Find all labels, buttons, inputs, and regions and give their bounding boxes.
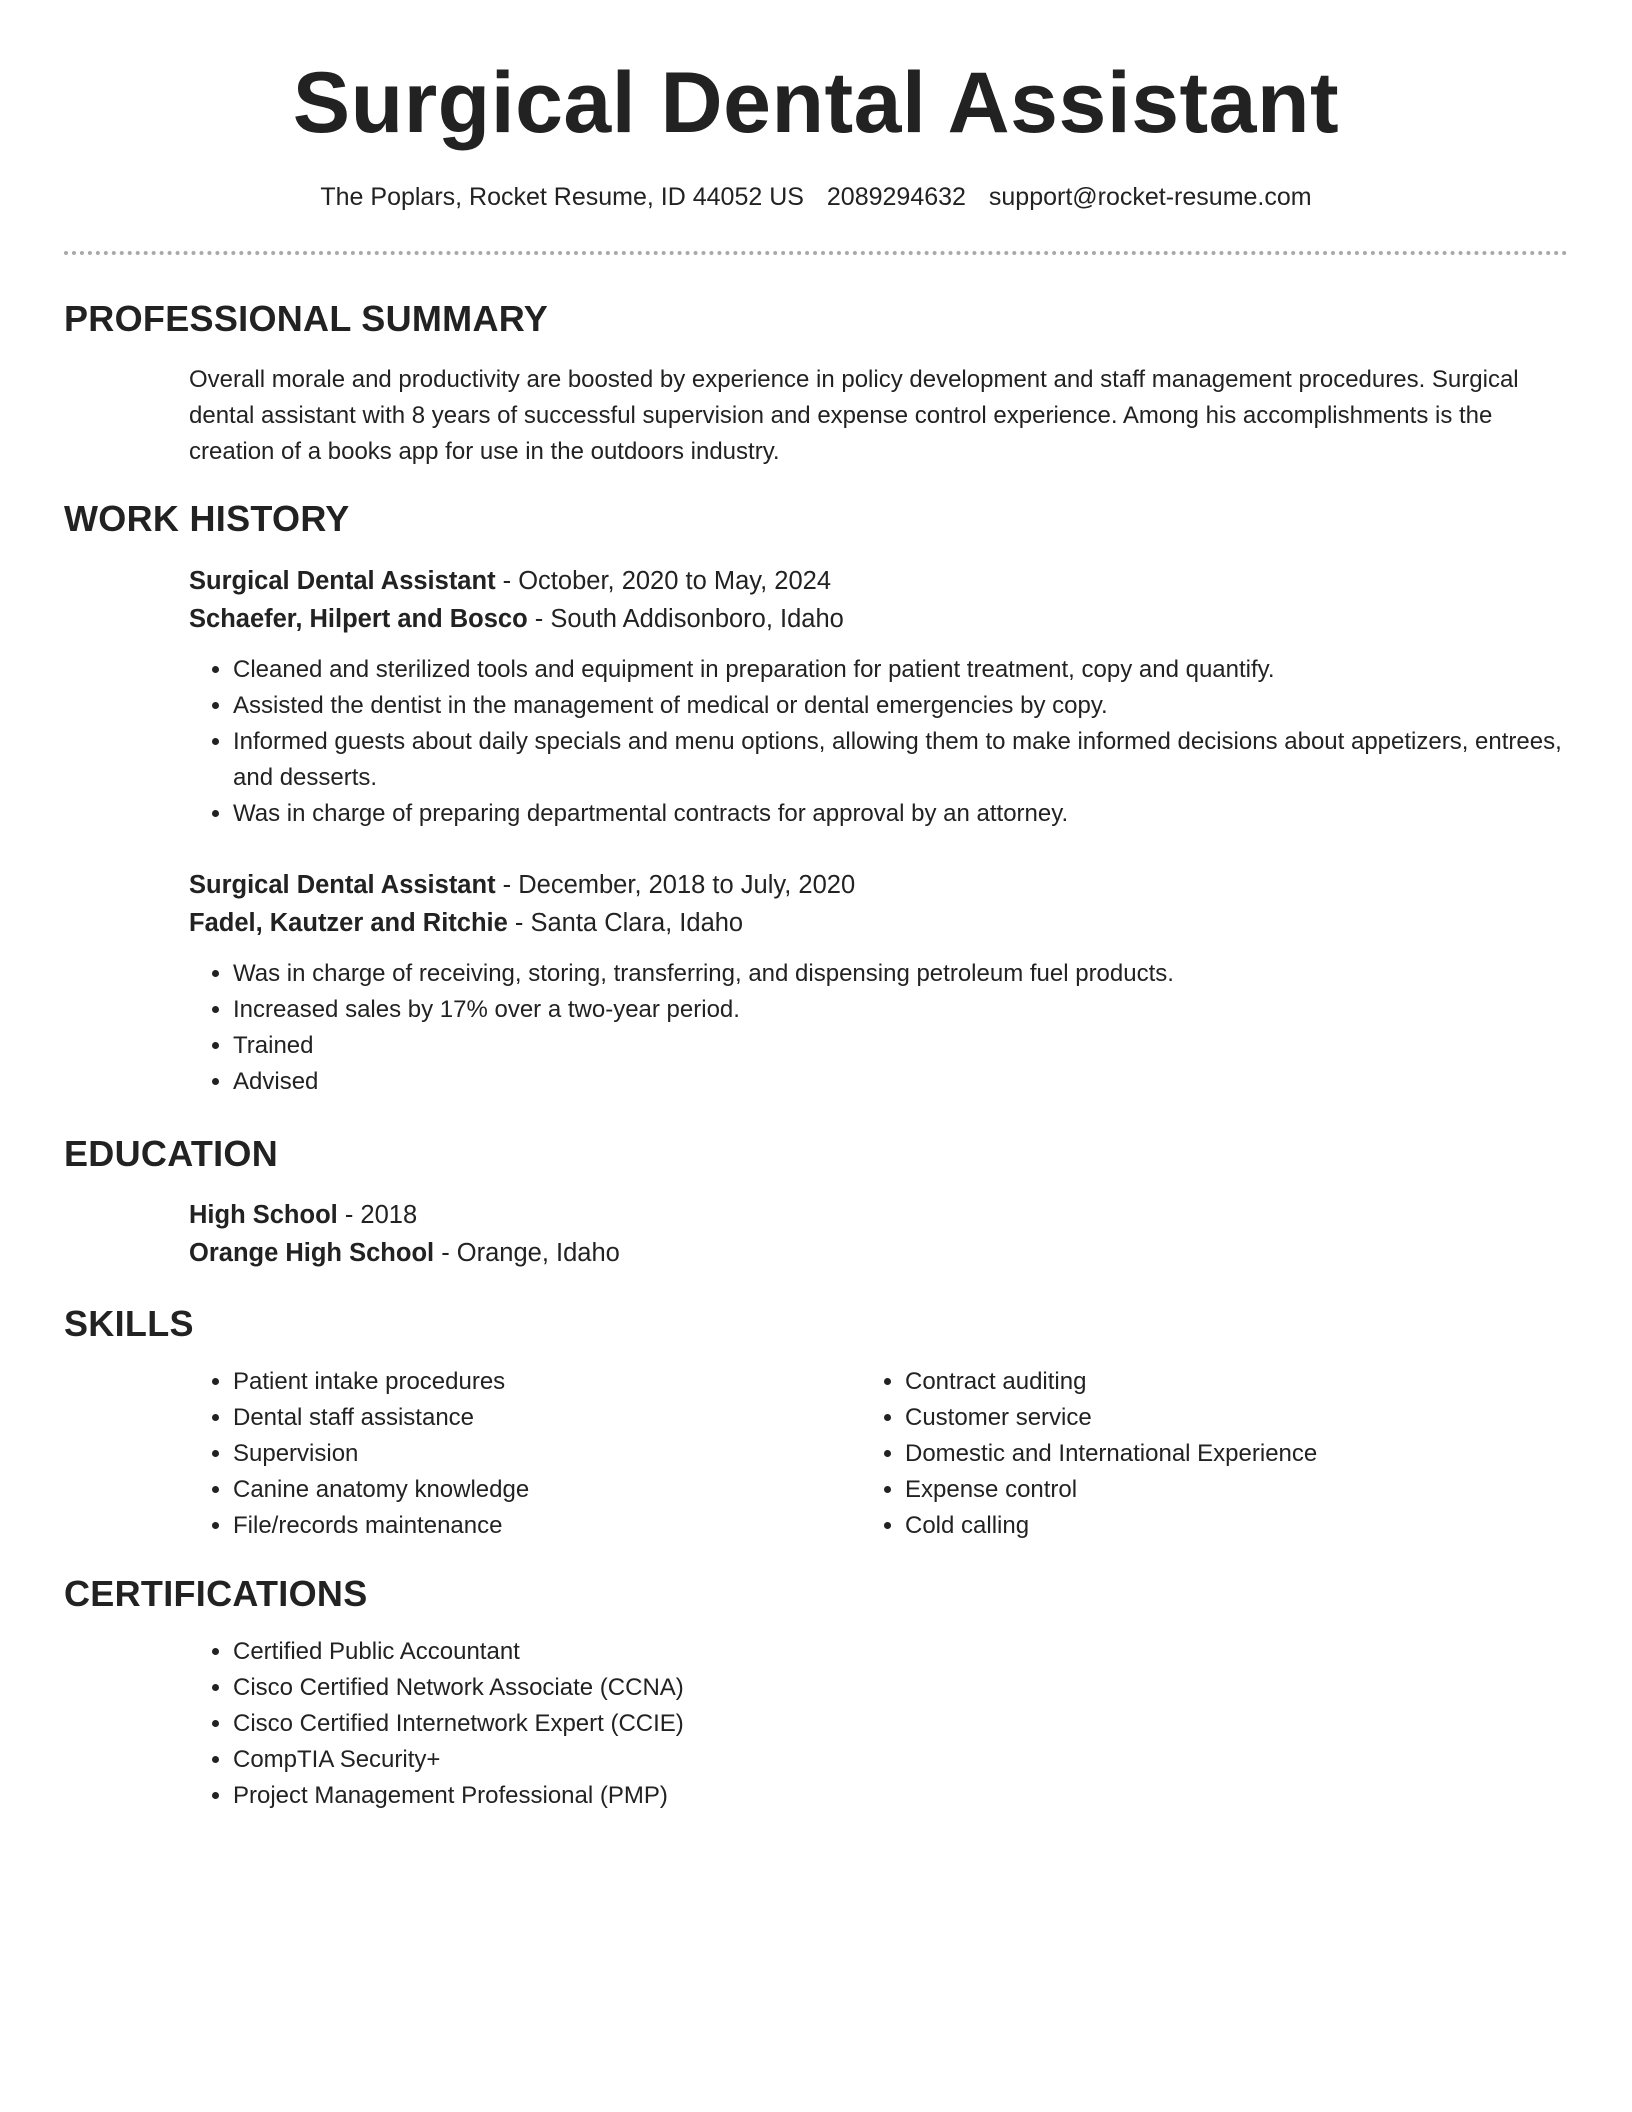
page-title: Surgical Dental Assistant	[292, 55, 1340, 151]
job-entry	[189, 562, 1569, 832]
section-heading-work: WORK HISTORY	[64, 498, 350, 539]
job-bullet: • Was in charge of preparing departmental contracts for approval by an attorney.	[233, 796, 1569, 832]
section-heading-certifications: CERTIFICATIONS	[64, 1573, 368, 1614]
job-bullets	[189, 956, 1569, 1100]
certification-item: • Certified Public Accountant	[233, 1634, 1569, 1670]
skill-item: • Cold calling	[905, 1508, 1317, 1544]
education-school-line	[189, 1234, 1569, 1272]
job-company: Schaefer, Hilpert and Bosco	[189, 605, 528, 633]
job-company-line	[189, 600, 1569, 638]
certifications-list	[189, 1634, 1569, 1814]
section-heading-skills: SKILLS	[64, 1303, 194, 1344]
skills-column-right	[861, 1364, 1317, 1544]
certification-item: • CompTIA Security+	[233, 1742, 1569, 1778]
job-bullet: • Cleaned and sterilized tools and equipment in preparation for patient treatment, copy and quantify.	[233, 652, 1569, 688]
section-heading-summary: PROFESSIONAL SUMMARY	[64, 298, 549, 339]
certification-item: • Project Management Professional (PMP)	[233, 1778, 1569, 1814]
education-school: Orange High School	[189, 1239, 435, 1267]
job-dates: - December, 2018 to July, 2020	[495, 871, 856, 899]
job-bullet: • Trained	[233, 1028, 1569, 1064]
section-heading-education: EDUCATION	[64, 1133, 279, 1174]
skill-item: • Supervision	[233, 1436, 529, 1472]
certification-item: • Cisco Certified Internetwork Expert (CCIE)	[233, 1706, 1569, 1742]
contact-info	[0, 183, 1632, 212]
job-bullet: • Informed guests about daily specials and menu options, allowing them to make informed decisions about appetizers, entrees, and desserts.	[233, 724, 1569, 796]
contact-email: support@rocket-resume.com	[988, 183, 1312, 211]
education-location: - Orange, Idaho	[434, 1239, 620, 1267]
job-title: Surgical Dental Assistant	[189, 567, 496, 595]
certifications-section	[189, 1634, 1569, 1814]
skill-item: • Contract auditing	[905, 1364, 1317, 1400]
skill-item: • File/records maintenance	[233, 1508, 529, 1544]
skill-item: • Canine anatomy knowledge	[233, 1472, 529, 1508]
skill-item: • Dental staff assistance	[233, 1400, 529, 1436]
job-bullet: • Assisted the dentist in the management of medical or dental emergencies by copy.	[233, 688, 1569, 724]
job-title: Surgical Dental Assistant	[189, 871, 496, 899]
skill-item: • Domestic and International Experience	[905, 1436, 1317, 1472]
skill-item: • Customer service	[905, 1400, 1317, 1436]
job-title-line	[189, 866, 1569, 904]
skills-column-left	[189, 1364, 529, 1544]
contact-address: The Poplars, Rocket Resume, ID 44052 US	[320, 183, 804, 211]
header-divider	[64, 251, 1568, 255]
job-bullet: • Increased sales by 17% over a two-year period.	[233, 992, 1569, 1028]
skill-item: • Expense control	[905, 1472, 1317, 1508]
contact-phone: 2089294632	[826, 183, 966, 211]
job-company: Fadel, Kautzer and Ritchie	[189, 909, 508, 937]
summary-section	[189, 362, 1569, 470]
education-degree: High School	[189, 1201, 338, 1229]
job-bullets	[189, 652, 1569, 832]
job-title-line	[189, 562, 1569, 600]
education-degree-line	[189, 1196, 1569, 1234]
job-dates: - October, 2020 to May, 2024	[495, 567, 832, 595]
job-bullet: • Was in charge of receiving, storing, transferring, and dispensing petroleum fuel products.	[233, 956, 1569, 992]
education-entry	[189, 1196, 1569, 1272]
job-location: - Santa Clara, Idaho	[507, 909, 744, 937]
job-bullet: • Advised	[233, 1064, 1569, 1100]
job-entry	[189, 866, 1569, 1100]
skill-item: • Patient intake procedures	[233, 1364, 529, 1400]
job-company-line	[189, 904, 1569, 942]
summary-text: Overall morale and productivity are boosted by experience in policy development and staff management procedures. Surgical dental assistant with 8 years of successful supervision and expense control experience. Among his accomplishments is the creation of a books app for use in the outdoors industry.	[189, 366, 1519, 465]
job-location: - South Addisonboro, Idaho	[527, 605, 844, 633]
education-year: - 2018	[337, 1201, 418, 1229]
certification-item: • Cisco Certified Network Associate (CCNA)	[233, 1670, 1569, 1706]
